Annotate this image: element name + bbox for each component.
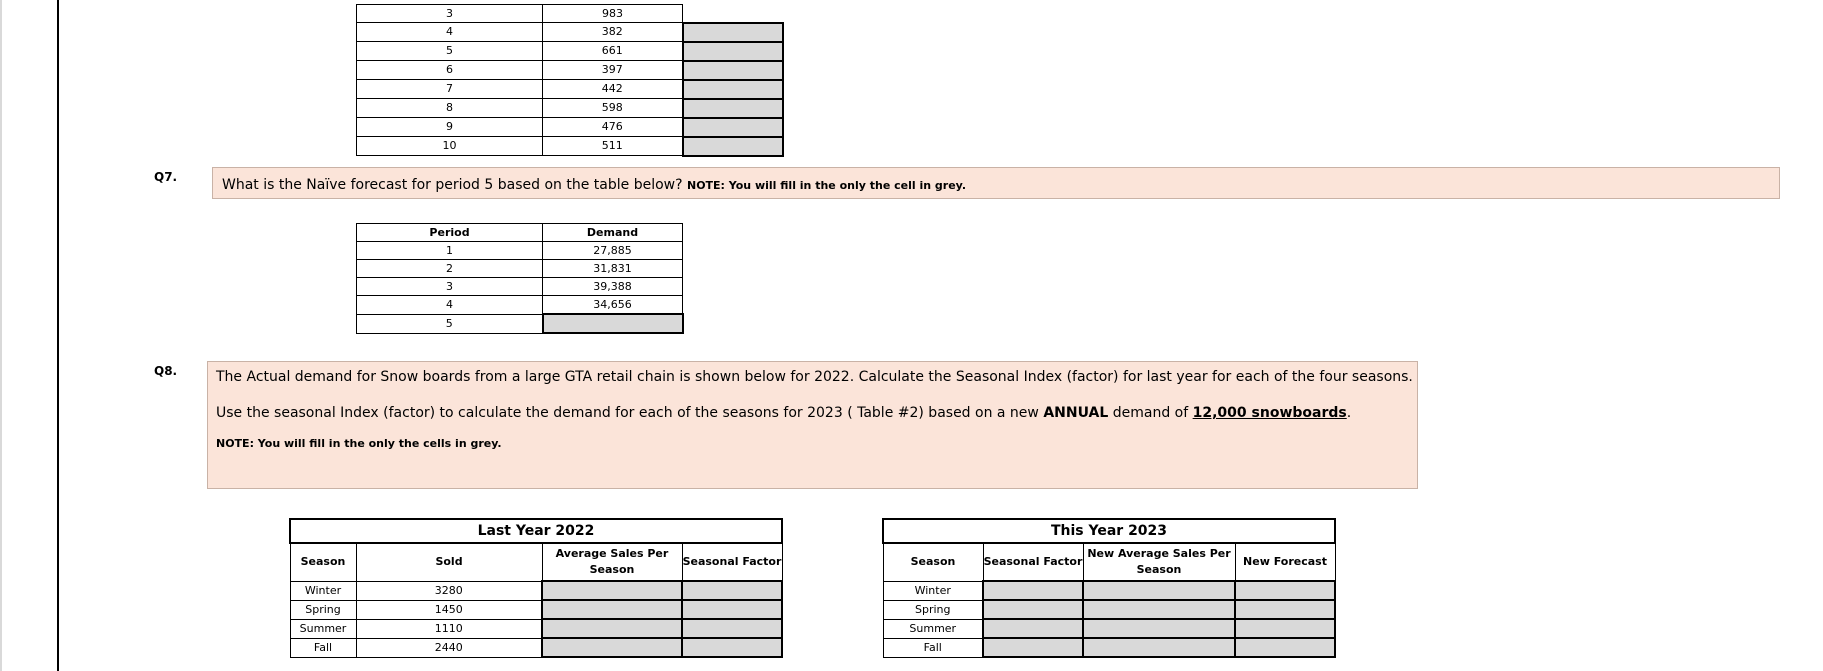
period-cell: 1 (357, 242, 543, 260)
answer-input-cell[interactable] (1083, 600, 1235, 619)
this-year-2023-table (882, 518, 1336, 658)
period-cell: 3 (357, 278, 543, 296)
new-forecast-header: New Forecast (1235, 543, 1335, 581)
season-cell: Spring (290, 600, 356, 619)
page-border-line (57, 0, 59, 671)
period-cell: 5 (357, 314, 543, 333)
table-title-row (883, 519, 1335, 543)
q8-annual-bold: ANNUAL (1043, 405, 1109, 421)
answer-input-cell[interactable] (683, 137, 783, 156)
table-header-row (290, 543, 782, 581)
answer-input-cell[interactable] (1083, 638, 1235, 657)
period-cell: 8 (357, 99, 543, 118)
period-cell: 10 (357, 137, 543, 156)
answer-input-cell[interactable] (983, 638, 1083, 657)
table-row (883, 619, 1335, 638)
period-cell: 9 (357, 118, 543, 137)
answer-input-cell[interactable] (1083, 581, 1235, 600)
table-row (883, 581, 1335, 600)
answer-input-cell[interactable] (683, 99, 783, 118)
answer-input-cell[interactable] (543, 314, 683, 333)
period-cell: 4 (357, 23, 543, 42)
table-row (290, 600, 782, 619)
q8-text-part: . (1346, 405, 1352, 421)
table-header-row (883, 543, 1335, 581)
table-row (357, 260, 683, 278)
q8-instruction-line-2 (216, 405, 1417, 421)
answer-input-cell[interactable] (683, 42, 783, 61)
period-cell: 7 (357, 80, 543, 99)
q8-instruction-line-1: The Actual demand for Snow boards from a large GTA retail chain is shown below for 2022. Calculate the Seasonal Index (factor) for last year for each of the four seasons. (216, 369, 1413, 385)
answer-input-cell[interactable] (1235, 638, 1335, 657)
season-cell: Summer (290, 619, 356, 638)
answer-input-cell[interactable] (542, 619, 682, 638)
answer-input-cell[interactable] (682, 619, 782, 638)
answer-input-cell[interactable] (682, 600, 782, 619)
demand-cell: 511 (543, 137, 683, 156)
q7-label: Q7. (154, 170, 178, 184)
empty-cell (683, 5, 783, 23)
period-cell: 3 (357, 5, 543, 23)
season-cell: Fall (883, 638, 983, 657)
table-row (357, 314, 683, 333)
sheet-left-gutter (0, 0, 2, 671)
period-cell: 5 (357, 42, 543, 61)
answer-input-cell[interactable] (682, 638, 782, 657)
demand-cell: 442 (543, 80, 683, 99)
last-year-2022-table (289, 518, 783, 658)
table-row (357, 61, 783, 80)
demand-cell: 598 (543, 99, 683, 118)
demand-cell: 476 (543, 118, 683, 137)
demand-cell: 34,656 (543, 296, 683, 315)
period-cell: 6 (357, 61, 543, 80)
table-row (357, 296, 683, 315)
table-row (883, 638, 1335, 657)
q8-note: NOTE: You will fill in the only the cells in grey. (216, 437, 502, 450)
seasonal-factor-header: Seasonal Factor (682, 543, 782, 581)
answer-input-cell[interactable] (1235, 581, 1335, 600)
q6-demand-table (356, 4, 784, 157)
season-cell: Summer (883, 619, 983, 638)
demand-cell: 31,831 (543, 260, 683, 278)
q7-question-box (212, 167, 1780, 199)
q7-note: NOTE: You will fill in the only the cell in grey. (686, 179, 967, 192)
table-row (357, 23, 783, 42)
answer-input-cell[interactable] (683, 61, 783, 80)
demand-cell: 661 (543, 42, 683, 61)
season-cell: Fall (290, 638, 356, 657)
demand-header: Demand (543, 224, 683, 242)
demand-cell: 39,388 (543, 278, 683, 296)
answer-input-cell[interactable] (1235, 619, 1335, 638)
answer-input-cell[interactable] (542, 581, 682, 600)
table-row (357, 99, 783, 118)
answer-input-cell[interactable] (1235, 600, 1335, 619)
table-row (357, 242, 683, 260)
season-cell: Spring (883, 600, 983, 619)
table-row (357, 80, 783, 99)
table-row (883, 600, 1335, 619)
period-header: Period (357, 224, 543, 242)
avg-sales-header: Average Sales Per Season (542, 543, 682, 581)
season-header: Season (883, 543, 983, 581)
q7-demand-table (356, 223, 684, 334)
answer-input-cell[interactable] (683, 23, 783, 42)
q8-text-part: Use the seasonal Index (factor) to calculate the demand for each of the seasons for 2023 ( Table #2) based on a new (216, 405, 1044, 421)
answer-input-cell[interactable] (542, 600, 682, 619)
table-title: Last Year 2022 (290, 519, 782, 543)
sold-header: Sold (356, 543, 542, 581)
answer-input-cell[interactable] (983, 581, 1083, 600)
sold-cell: 3280 (356, 581, 542, 600)
answer-input-cell[interactable] (1083, 619, 1235, 638)
period-cell: 2 (357, 260, 543, 278)
table-header-row (357, 224, 683, 242)
answer-input-cell[interactable] (682, 581, 782, 600)
demand-cell: 27,885 (543, 242, 683, 260)
q8-question-box (207, 361, 1418, 489)
table-title: This Year 2023 (883, 519, 1335, 543)
demand-cell: 983 (543, 5, 683, 23)
answer-input-cell[interactable] (542, 638, 682, 657)
demand-cell: 397 (543, 61, 683, 80)
q8-snowboards-underlined: 12,000 snowboards (1192, 405, 1347, 421)
table-title-row (290, 519, 782, 543)
sold-cell: 1110 (356, 619, 542, 638)
table-row (290, 581, 782, 600)
answer-input-cell[interactable] (983, 600, 1083, 619)
table-row (357, 42, 783, 61)
q7-question-text: What is the Naïve forecast for period 5 based on the table below? (222, 177, 687, 193)
season-header: Season (290, 543, 356, 581)
answer-input-cell[interactable] (983, 619, 1083, 638)
table-row (357, 5, 783, 23)
table-row (357, 278, 683, 296)
table-row (357, 118, 783, 137)
demand-cell: 382 (543, 23, 683, 42)
answer-input-cell[interactable] (683, 80, 783, 99)
table-row (357, 137, 783, 156)
answer-input-cell[interactable] (683, 118, 783, 137)
q8-text-part: demand of (1108, 405, 1193, 421)
q8-label: Q8. (154, 364, 178, 378)
table-row (290, 638, 782, 657)
season-cell: Winter (290, 581, 356, 600)
seasonal-factor-header: Seasonal Factor (983, 543, 1083, 581)
table-row (290, 619, 782, 638)
season-cell: Winter (883, 581, 983, 600)
period-cell: 4 (357, 296, 543, 315)
sold-cell: 1450 (356, 600, 542, 619)
new-avg-sales-header: New Average Sales Per Season (1083, 543, 1235, 581)
sold-cell: 2440 (356, 638, 542, 657)
